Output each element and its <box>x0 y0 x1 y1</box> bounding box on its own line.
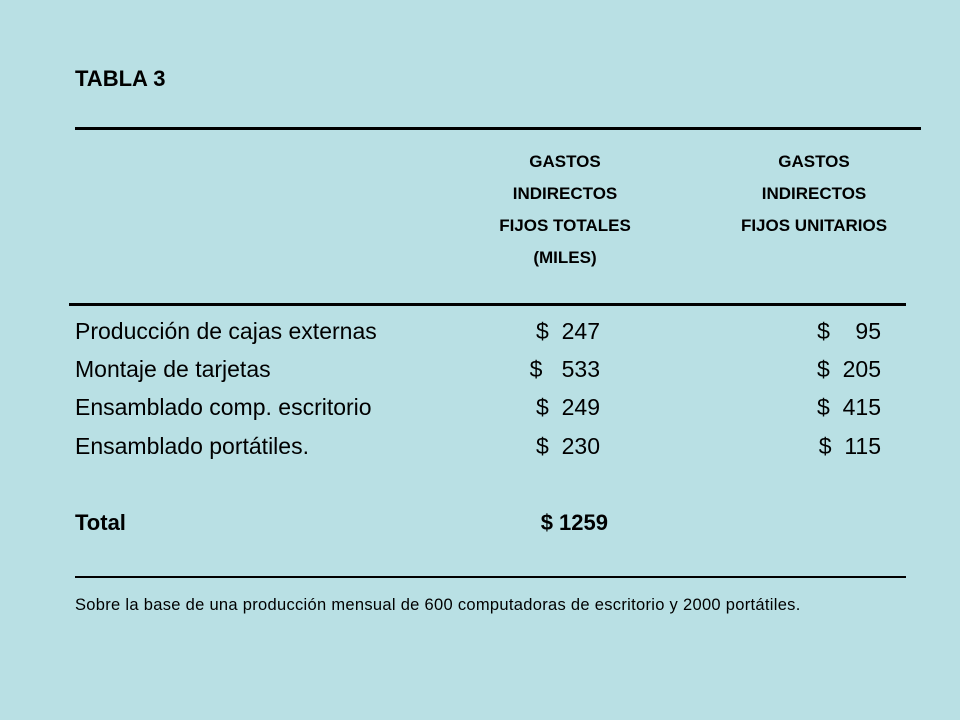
row-total-value: $ 533 <box>529 356 600 382</box>
footnote: Sobre la base de una producción mensual de 600 computadoras de escritorio y 2000 portátiles. <box>75 596 801 614</box>
row-label: Producción de cajas externas <box>75 318 377 344</box>
top-rule <box>75 127 921 130</box>
total-row <box>0 510 960 550</box>
total-label: Total <box>75 510 126 535</box>
row-label: Montaje de tarjetas <box>75 356 271 382</box>
table-row <box>0 356 960 396</box>
table-title: TABLA 3 <box>75 66 166 91</box>
column-header-line: GASTOS <box>778 152 850 171</box>
column-header-unit <box>700 146 928 242</box>
column-header-line: INDIRECTOS <box>512 184 618 203</box>
row-total-value: $ 247 <box>536 318 600 344</box>
row-unit-value: $ 115 <box>818 433 881 459</box>
column-header-line: (MILES) <box>533 248 597 267</box>
table-row <box>0 394 960 434</box>
total-value: $ 1259 <box>540 510 608 535</box>
column-header-line: FIJOS UNITARIOS <box>740 216 888 235</box>
table-row <box>0 318 960 358</box>
column-header-line: GASTOS <box>529 152 601 171</box>
row-total-value: $ 230 <box>536 433 600 459</box>
column-header-line: INDIRECTOS <box>761 184 867 203</box>
table-row <box>0 433 960 473</box>
row-label: Ensamblado comp. escritorio <box>75 394 372 420</box>
row-total-value: $ 249 <box>536 394 600 420</box>
row-unit-value: $ 205 <box>817 356 881 382</box>
header-rule <box>69 303 906 306</box>
row-unit-value: $ 95 <box>817 318 881 344</box>
row-label: Ensamblado portátiles. <box>75 433 309 459</box>
bottom-rule <box>75 576 906 578</box>
column-header-line: FIJOS TOTALES <box>499 216 631 235</box>
row-unit-value: $ 415 <box>817 394 881 420</box>
column-header-total <box>460 146 670 274</box>
